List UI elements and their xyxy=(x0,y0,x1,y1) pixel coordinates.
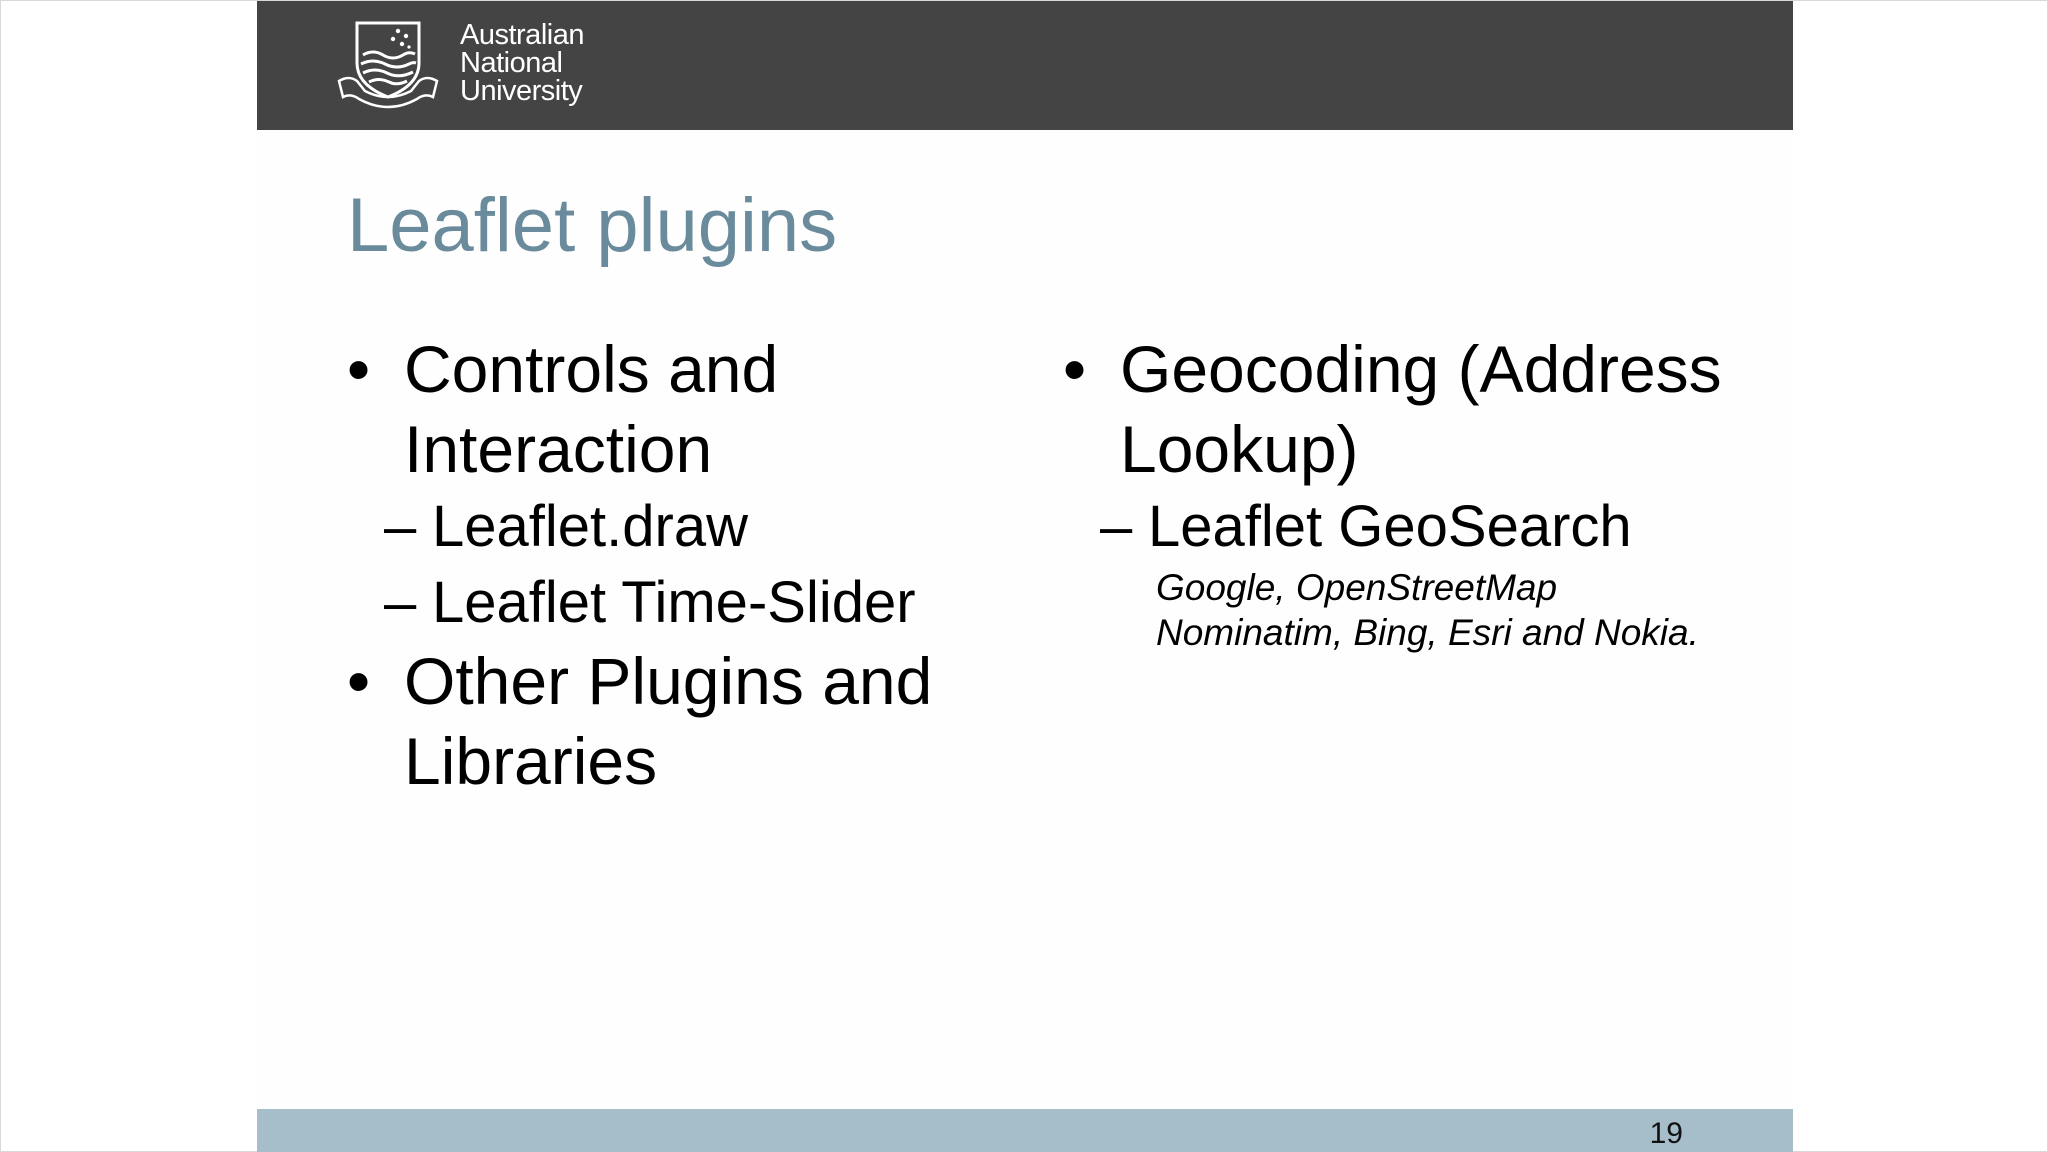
header-bar xyxy=(257,1,1793,130)
sub-bullet-geosearch xyxy=(1063,489,1723,565)
geosearch-providers-note: Google, OpenStreetMap Nominatim, Bing, Esri and Nokia. xyxy=(1156,567,1699,653)
slide-title: Leaflet plugins xyxy=(347,183,838,268)
sub-bullet-leaflet-draw xyxy=(347,489,997,565)
crest-icon xyxy=(335,19,441,111)
sub-dash: – xyxy=(1100,494,1133,559)
bullet-dot: • xyxy=(1063,332,1087,406)
footer-bar xyxy=(257,1109,1793,1152)
slide xyxy=(257,1,1793,1152)
sub-dash: – xyxy=(384,494,417,559)
logo-line-3: University xyxy=(460,75,583,107)
bullet-geocoding xyxy=(1063,329,1723,489)
sub-bullet-text: Leaflet.draw xyxy=(432,494,748,559)
page-number: 19 xyxy=(1649,1117,1683,1150)
bullet-controls-interaction xyxy=(347,329,997,489)
sub-bullet-time-slider xyxy=(347,565,997,641)
logo-wordmark xyxy=(460,21,584,105)
bullet-dot: • xyxy=(347,332,371,406)
bullet-other-plugins xyxy=(347,641,997,801)
logo-line-1: Australian xyxy=(460,19,584,51)
bullet-text: Other Plugins and Libraries xyxy=(404,644,933,798)
bullet-text: Controls and Interaction xyxy=(404,332,779,486)
logo-line-2: National xyxy=(460,47,563,79)
sub-bullet-text: Leaflet Time-Slider xyxy=(432,570,916,635)
sub-dash: – xyxy=(384,570,417,635)
bullet-text: Geocoding (Address Lookup) xyxy=(1120,332,1722,486)
left-column xyxy=(347,329,997,801)
right-column xyxy=(1063,329,1723,655)
bullet-dot: • xyxy=(347,644,371,718)
anu-logo xyxy=(335,19,615,115)
sub-bullet-text: Leaflet GeoSearch xyxy=(1148,494,1632,559)
